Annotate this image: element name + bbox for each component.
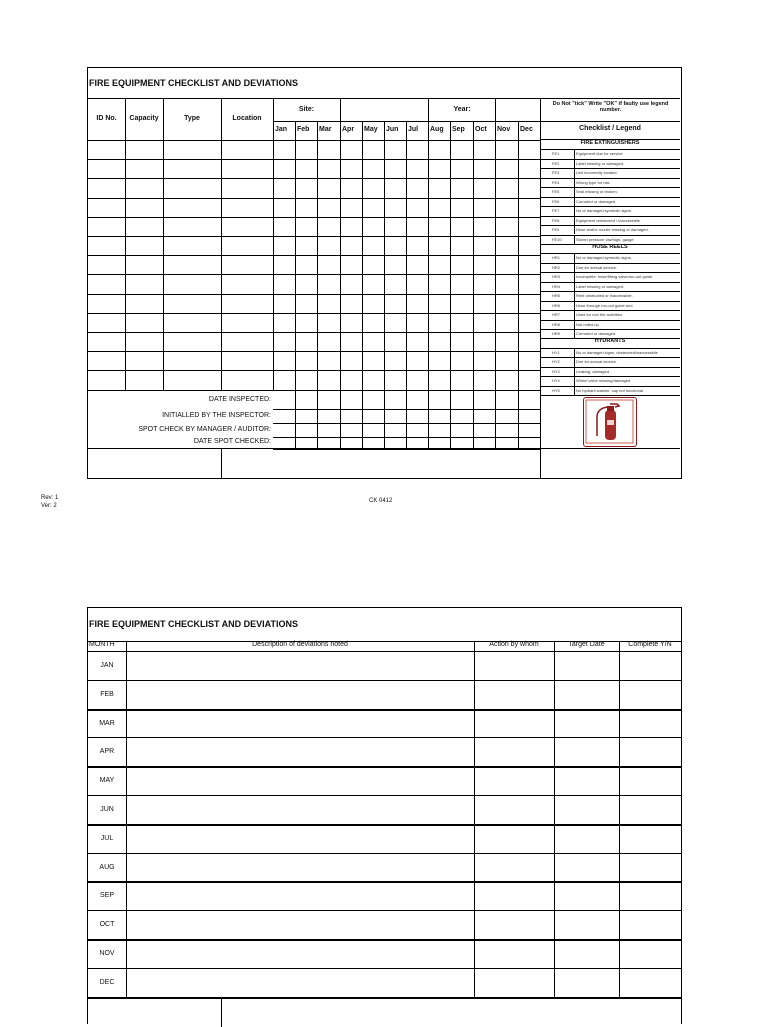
month-header-mar: Mar xyxy=(319,126,332,133)
grid-line xyxy=(574,263,575,272)
grid-line xyxy=(540,329,680,330)
grid-line xyxy=(221,98,222,390)
legend-code: FE5 xyxy=(552,189,560,195)
col-header-description: Description of deviations noted xyxy=(252,641,348,648)
month-header-apr: Apr xyxy=(342,126,355,133)
document-code: CK 0412 xyxy=(369,498,393,504)
grid-line xyxy=(574,367,575,376)
deviations-form xyxy=(87,607,682,1024)
grid-line xyxy=(495,121,496,448)
deviation-cell[interactable] xyxy=(555,681,619,708)
grid-line xyxy=(574,178,575,187)
grid-line xyxy=(574,216,575,225)
deviation-cell[interactable] xyxy=(620,882,681,909)
grid-line xyxy=(88,217,540,218)
deviation-cell[interactable] xyxy=(475,710,554,737)
legend-title: Checklist / Legend xyxy=(579,125,641,132)
deviations-form-title: FIRE EQUIPMENT CHECKLIST AND DEVIATIONS xyxy=(89,619,299,629)
deviation-cell[interactable] xyxy=(127,825,474,852)
month-row-label: JAN xyxy=(100,662,114,669)
legend-code: FE6 xyxy=(552,198,560,204)
deviation-cell[interactable] xyxy=(475,854,554,881)
legend-code: HR7 xyxy=(552,312,561,318)
deviation-cell[interactable] xyxy=(555,796,619,823)
legend-code: FE1 xyxy=(552,151,560,157)
grid-line xyxy=(88,390,540,391)
legend-text: Unit incorrectly located. xyxy=(576,170,618,176)
grid-line xyxy=(428,121,429,448)
grid-line xyxy=(574,168,575,177)
legend-code: FE8 xyxy=(552,217,560,223)
legend-text: Reel obstructed or inaccessible. xyxy=(576,293,633,299)
grid-line xyxy=(540,168,680,169)
month-row-label: MAR xyxy=(99,719,115,727)
grid-line xyxy=(88,178,540,179)
footer-label: SPOT CHECK BY MANAGER / AUDITOR: xyxy=(138,425,271,433)
month-row-label: JUL xyxy=(100,834,114,842)
deviation-cell[interactable] xyxy=(127,854,474,881)
site-label: Site: xyxy=(298,106,315,113)
deviation-cell[interactable] xyxy=(127,882,474,909)
col-header-type: Type xyxy=(184,115,200,122)
legend-section-title: FIRE EXTINGUISHERS xyxy=(580,140,640,146)
col-header-target-date: Target Date xyxy=(568,641,605,648)
grid-line xyxy=(88,294,540,295)
col-header-action: Action by whom xyxy=(489,641,539,648)
deviation-cell[interactable] xyxy=(475,652,554,679)
legend-text: No or damaged signs, obstructed/inaccessible xyxy=(576,349,658,355)
legend-text: Hose through run-out guide and xyxy=(576,302,633,308)
grid-line xyxy=(540,178,680,179)
deviation-cell[interactable] xyxy=(127,796,474,823)
legend-text: No or damaged symbolic signs. xyxy=(576,208,632,214)
legend-code: HY3 xyxy=(552,368,560,374)
fire-equipment-checklist-form xyxy=(87,67,682,479)
grid-line xyxy=(540,301,680,302)
grid-line xyxy=(574,235,575,244)
deviation-cell[interactable] xyxy=(475,681,554,708)
grid-line xyxy=(540,348,680,349)
col-header-capacity: Capacity xyxy=(129,115,159,122)
grid-line xyxy=(540,197,680,198)
legend-code: FE9 xyxy=(552,227,560,233)
ver-label: Ver: 2 xyxy=(41,503,57,509)
deviation-cell[interactable] xyxy=(555,825,619,852)
legend-text: Used for non fire activities. xyxy=(576,312,624,318)
grid-line xyxy=(273,423,540,424)
month-row-label: NOV xyxy=(99,950,115,957)
legend-text: Incomplete: hose/fitting valve/run-out guide. xyxy=(576,274,654,280)
grid-line xyxy=(574,386,575,395)
deviation-cell[interactable] xyxy=(620,767,681,794)
month-header-jul: Jul xyxy=(408,126,419,133)
month-row-label: OCT xyxy=(99,921,115,929)
grid-line xyxy=(88,236,540,237)
deviation-cell[interactable] xyxy=(127,652,474,679)
grid-line xyxy=(574,159,575,168)
grid-line xyxy=(540,159,680,160)
legend-text: Corroded or damaged. xyxy=(576,198,617,204)
grid-line xyxy=(574,348,575,357)
form-title: FIRE EQUIPMENT CHECKLIST AND DEVIATIONS xyxy=(89,78,299,88)
grid-line xyxy=(317,121,318,448)
grid-line xyxy=(88,448,680,449)
legend-code: HY2 xyxy=(552,359,560,365)
year-label: Year: xyxy=(453,106,471,113)
legend-code: FE2 xyxy=(552,160,560,166)
grid-line xyxy=(273,98,274,390)
legend-code: HR1 xyxy=(552,255,561,261)
deviation-cell[interactable] xyxy=(475,911,554,938)
legend-code: FE10 xyxy=(552,236,562,242)
legend-code: HY1 xyxy=(552,349,560,355)
deviation-cell[interactable] xyxy=(620,738,681,765)
grid-line xyxy=(295,121,296,448)
grid-line xyxy=(540,272,680,273)
deviation-cell[interactable] xyxy=(555,767,619,794)
deviation-cell[interactable] xyxy=(475,738,554,765)
grid-line xyxy=(88,159,540,160)
month-header-nov: Nov xyxy=(497,126,511,133)
grid-line xyxy=(340,98,341,121)
grid-line xyxy=(574,206,575,215)
deviation-cell[interactable] xyxy=(620,710,681,737)
deviation-cell[interactable] xyxy=(127,911,474,938)
grid-line xyxy=(450,121,451,448)
month-row-label: JUN xyxy=(100,806,114,813)
deviation-cell[interactable] xyxy=(475,940,554,967)
deviation-cell[interactable] xyxy=(475,882,554,909)
deviation-cell[interactable] xyxy=(620,969,681,996)
grid-line xyxy=(540,263,680,264)
month-header-jan: Jan xyxy=(275,126,288,133)
deviation-cell[interactable] xyxy=(127,710,474,737)
deviation-cell[interactable] xyxy=(127,681,474,708)
deviation-cell[interactable] xyxy=(620,796,681,823)
month-row-label: MAY xyxy=(99,777,115,785)
legend-code: FE4 xyxy=(552,179,560,185)
legend-code: HR8 xyxy=(552,321,561,327)
grid-line xyxy=(221,997,222,1027)
grid-line xyxy=(540,291,680,292)
deviation-cell[interactable] xyxy=(555,854,619,881)
grid-line xyxy=(540,149,680,150)
grid-line xyxy=(88,370,540,371)
deviation-cell[interactable] xyxy=(555,738,619,765)
grid-line xyxy=(540,225,680,226)
grid-line xyxy=(495,98,496,121)
legend-text: Hose and/or nozzle missing or damaged. xyxy=(576,227,649,233)
deviation-cell[interactable] xyxy=(555,911,619,938)
grid-line xyxy=(574,272,575,281)
deviation-cell[interactable] xyxy=(555,710,619,737)
footer-label: DATE INSPECTED: xyxy=(208,395,271,403)
deviation-cell[interactable] xyxy=(555,969,619,996)
grid-line xyxy=(540,357,680,358)
grid-line xyxy=(221,448,222,478)
deviation-cell[interactable] xyxy=(127,940,474,967)
legend-text: No or damaged symbolic signs. xyxy=(576,255,632,261)
legend-code: HR9 xyxy=(552,331,561,336)
grid-line xyxy=(518,121,519,448)
month-header-feb: Feb xyxy=(297,126,310,133)
instruction-text: Do Not "tick" Write "OK" if faulty use legend number. xyxy=(552,101,669,113)
grid-line xyxy=(88,313,540,314)
deviation-cell[interactable] xyxy=(127,969,474,996)
grid-line xyxy=(540,187,680,188)
deviation-cell[interactable] xyxy=(127,767,474,794)
month-row-label: DEC xyxy=(99,978,115,986)
legend-text: Due for annual service. xyxy=(576,359,618,365)
grid-line xyxy=(163,98,164,390)
deviation-cell[interactable] xyxy=(475,969,554,996)
legend-code: HR2 xyxy=(552,264,561,270)
grid-line xyxy=(574,357,575,366)
footer-label: DATE SPOT CHECKED: xyxy=(193,437,271,445)
grid-line xyxy=(88,140,540,141)
deviation-cell[interactable] xyxy=(475,796,554,823)
legend-section-title: HOSE REELS xyxy=(592,243,628,250)
deviation-cell[interactable] xyxy=(555,940,619,967)
legend-text: Leaking, damaged. xyxy=(576,368,611,374)
grid-line xyxy=(88,997,681,999)
legend-text: Corroded or damaged. xyxy=(576,331,617,336)
grid-line xyxy=(574,376,575,385)
grid-line xyxy=(540,98,541,478)
grid-line xyxy=(574,253,575,262)
legend-text: Wrong type for risk. xyxy=(576,179,611,185)
col-header-location: Location xyxy=(232,115,262,122)
grid-line xyxy=(473,121,474,448)
grid-line xyxy=(540,282,680,283)
grid-line xyxy=(574,310,575,319)
grid-line xyxy=(540,206,680,207)
grid-line xyxy=(273,437,540,438)
legend-section-title: HYDRANTS xyxy=(594,338,626,345)
month-header-sep: Sep xyxy=(452,126,465,133)
grid-line xyxy=(540,376,680,377)
legend-text: Label missing or damaged. xyxy=(576,160,625,166)
deviation-cell[interactable] xyxy=(620,652,681,679)
grid-line xyxy=(540,310,680,311)
grid-line xyxy=(273,121,540,122)
grid-line xyxy=(574,197,575,206)
legend-text: No hydrant washer, cap not functional xyxy=(576,387,643,393)
legend-text: Due for annual service. xyxy=(576,264,618,270)
month-header-oct: Oct xyxy=(475,126,487,133)
grid-line xyxy=(384,121,385,448)
grid-line xyxy=(540,386,680,387)
grid-line xyxy=(88,274,540,275)
month-row-label: APR xyxy=(99,748,115,756)
month-header-jun: Jun xyxy=(386,126,399,133)
deviation-cell[interactable] xyxy=(475,767,554,794)
legend-code: HR5 xyxy=(552,293,561,299)
deviation-cell[interactable] xyxy=(555,882,619,909)
grid-line xyxy=(88,332,540,333)
month-row-label: FEB xyxy=(100,690,114,698)
legend-code: HR4 xyxy=(552,283,561,289)
col-header-month: MONTH xyxy=(89,641,115,648)
grid-line xyxy=(340,121,341,448)
deviation-cell[interactable] xyxy=(475,825,554,852)
grid-line xyxy=(574,225,575,234)
deviation-cell[interactable] xyxy=(620,825,681,852)
grid-line xyxy=(574,282,575,291)
month-header-dec: Dec xyxy=(520,126,533,133)
month-row-label: AUG xyxy=(99,863,115,871)
grid-line xyxy=(574,301,575,310)
legend-code: FE3 xyxy=(552,170,560,176)
grid-line xyxy=(540,121,680,122)
deviation-cell[interactable] xyxy=(620,854,681,881)
grid-line xyxy=(574,291,575,300)
deviation-cell[interactable] xyxy=(127,738,474,765)
grid-line xyxy=(540,235,680,236)
grid-line xyxy=(540,367,680,368)
grid-line xyxy=(88,198,540,199)
grid-line xyxy=(540,253,680,254)
rev-label: Rev: 1 xyxy=(41,495,59,501)
grid-line xyxy=(540,395,680,396)
month-row-label: SEP xyxy=(99,892,114,900)
fire-extinguisher-icon xyxy=(583,397,637,447)
deviation-cell[interactable] xyxy=(620,940,681,967)
grid-line xyxy=(574,187,575,196)
col-header-id: ID No. xyxy=(96,115,117,122)
grid-line xyxy=(125,98,126,390)
legend-code: FE7 xyxy=(552,208,560,214)
grid-line xyxy=(88,255,540,256)
deviation-cell[interactable] xyxy=(620,911,681,938)
grid-line xyxy=(406,121,407,448)
deviation-cell[interactable] xyxy=(620,681,681,708)
grid-line xyxy=(574,329,575,338)
legend-code: HR6 xyxy=(552,302,561,308)
month-header-may: May xyxy=(364,126,378,133)
col-header-complete: Complete Y/N xyxy=(628,641,672,648)
grid-line xyxy=(362,121,363,448)
legend-text: Equipment due for service. xyxy=(576,151,624,157)
grid-line xyxy=(574,149,575,158)
grid-line xyxy=(88,351,540,352)
legend-text: Stored pressure low/high, gauge xyxy=(576,236,634,242)
legend-text: Equipment obstructed / inaccessible. xyxy=(576,217,642,223)
deviation-cell[interactable] xyxy=(555,652,619,679)
legend-code: HR3 xyxy=(552,274,561,280)
month-header-aug: Aug xyxy=(430,126,444,133)
grid-line xyxy=(273,409,540,410)
grid-line xyxy=(574,320,575,329)
legend-code: HY5 xyxy=(552,387,560,393)
legend-text: Seal missing or broken. xyxy=(576,189,618,195)
grid-line xyxy=(540,320,680,321)
legend-text: Not rolled up. xyxy=(576,321,600,327)
footer-label: INITIALLED BY THE INSPECTOR: xyxy=(162,411,271,419)
grid-line xyxy=(540,216,680,217)
legend-text: Wheel valve missing/damaged xyxy=(576,378,631,384)
grid-line xyxy=(428,98,429,121)
legend-text: Label missing or damaged. xyxy=(576,283,625,289)
legend-code: HY4 xyxy=(552,378,560,384)
